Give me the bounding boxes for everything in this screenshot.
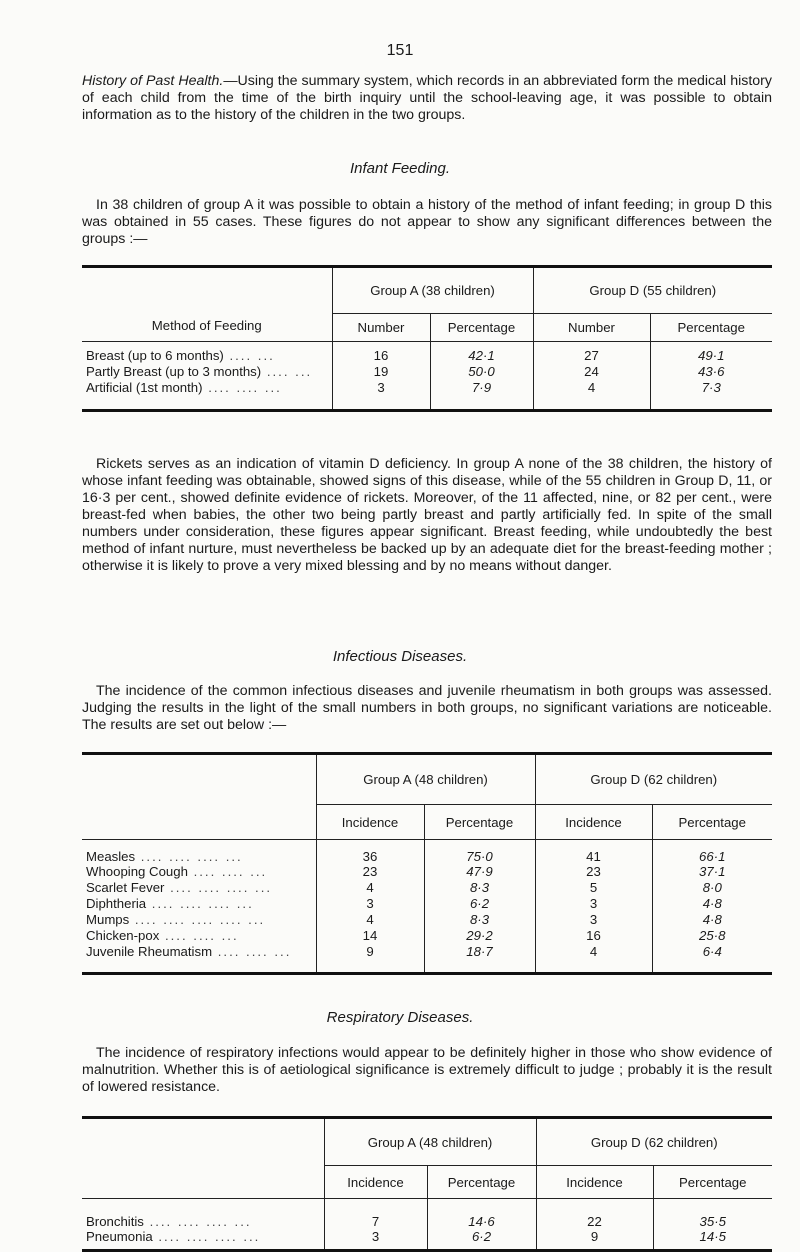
cell-value: 35·5 (653, 1199, 772, 1229)
cell-value: 4·8 (652, 896, 772, 912)
infectious-diseases-rows (82, 840, 772, 974)
cell-value: 23 (316, 864, 424, 880)
cell-value: 7 (324, 1199, 427, 1229)
respiratory-diseases-paragraph: The incidence of respiratory infections would appear to be definitely higher in those who show evidence of malnutrition. Whether this is of aetiological significance is extremely difficult to judge ; probably it is the result of lowered resistance. (82, 1045, 772, 1095)
cell-value: 7·3 (650, 380, 772, 410)
respiratory-diseases-rows (82, 1199, 772, 1251)
cell-value: 16 (332, 342, 430, 364)
cell-value: 66·1 (652, 840, 772, 864)
table-row: Diphtheria .... .... .... ... 3 6·2 3 4·8 (82, 896, 772, 912)
col-percentage: Percentage (427, 1166, 536, 1199)
disease-header-blank (82, 754, 316, 840)
table-row: Pneumonia .... .... .... ... 3 6·2 9 14·5 (82, 1229, 772, 1251)
intro-paragraph (82, 73, 772, 124)
cell-value: 75·0 (424, 840, 535, 864)
row-label: Artificial (1st month) (86, 380, 203, 395)
infectious-diseases-heading: Infectious Diseases. (332, 648, 468, 665)
group-d-header: Group D (62 children) (535, 754, 772, 805)
row-label: Mumps (86, 912, 130, 927)
cell-value: 4 (316, 880, 424, 896)
cell-value: 47·9 (424, 864, 535, 880)
cell-value: 36 (316, 840, 424, 864)
table-row: Bronchitis .... .... .... ... 7 14·6 22 35·5 (82, 1199, 772, 1229)
page-number: 151 (386, 42, 414, 59)
disease-header-blank (82, 1118, 324, 1199)
col-number: Number (332, 314, 430, 342)
cell-value: 3 (535, 896, 652, 912)
cell-value: 4 (533, 380, 650, 410)
cell-value: 27 (533, 342, 650, 364)
cell-value: 9 (536, 1229, 653, 1251)
cell-value: 3 (324, 1229, 427, 1251)
table-row: Whooping Cough .... .... ... 23 47·9 23 37·1 (82, 864, 772, 880)
cell-value: 43·6 (650, 363, 772, 380)
cell-value: 14·5 (653, 1229, 772, 1251)
table-row: Artificial (1st month) .... .... ... 3 7·9 4 7·3 (82, 380, 772, 410)
group-a-header: Group A (48 children) (324, 1118, 536, 1166)
table-row: Measles .... .... .... ... 36 75·0 41 66·1 (82, 840, 772, 864)
cell-value: 42·1 (430, 342, 533, 364)
row-label: Juvenile Rheumatism (86, 943, 213, 959)
table-row: Mumps .... .... .... .... ... 4 8·3 3 4·8 (82, 912, 772, 928)
cell-value: 6·2 (424, 896, 535, 912)
cell-value: 6·2 (427, 1229, 536, 1251)
col-percentage: Percentage (650, 314, 772, 342)
col-percentage: Percentage (653, 1166, 772, 1199)
infant-feeding-paragraph: In 38 children of group A it was possible to obtain a history of the method of infant feeding; in group D this was obtained in 55 cases. These figures do not appear to show any significant differences between the groups :— (82, 197, 772, 247)
table-row: Chicken-pox .... .... ... 14 29·2 16 25·8 (82, 928, 772, 944)
col-percentage: Percentage (652, 805, 772, 840)
cell-value: 41 (535, 840, 652, 864)
respiratory-diseases-heading: Respiratory Diseases. (326, 1009, 474, 1026)
row-label: Diphtheria (86, 896, 147, 911)
cell-value: 8·3 (424, 880, 535, 896)
infant-feeding-heading: Infant Feeding. (349, 160, 451, 177)
col-percentage: Percentage (430, 314, 533, 342)
cell-value: 9 (316, 944, 424, 974)
row-label: Scarlet Fever (86, 880, 165, 895)
cell-value: 50·0 (430, 363, 533, 380)
group-a-header: Group A (48 children) (316, 754, 535, 805)
cell-value: 3 (316, 896, 424, 912)
infant-feeding-rows (82, 342, 772, 411)
cell-value: 8·0 (652, 880, 772, 896)
cell-value: 4 (535, 944, 652, 974)
row-label: Breast (up to 6 months) (86, 348, 224, 363)
cell-value: 23 (535, 864, 652, 880)
table-row: Scarlet Fever .... .... .... ... 4 8·3 5 8·0 (82, 880, 772, 896)
rickets-paragraph: Rickets serves as an indication of vitamin D deficiency. In group A none of the 38 children, the history of whose infant feeding was obtainable, showed signs of this disease, while of the 55 children in Group D, 11, or 16·3 per cent., showed definite evidence of rickets. Moreover, of the 11 affected, nine, or 82 per cent., were breast-fed when babies, the other two being partly breast and partly artificially fed. In spite of the small numbers under consideration, these figures appear significant. Breast feeding, while undoubtedly the best method of infant nurture, must nevertheless be backed up by an adequate diet for the breast-feeding mother ; otherwise it is likely to prove a very mixed blessing and by no means without danger. (82, 456, 772, 574)
row-label: Partly Breast (up to 3 months) (86, 364, 262, 379)
row-label: Chicken-pox (86, 928, 160, 943)
cell-value: 18·7 (424, 944, 535, 974)
cell-value: 29·2 (424, 928, 535, 944)
cell-value: 4·8 (652, 912, 772, 928)
group-d-header: Group D (62 children) (536, 1118, 772, 1166)
group-a-header: Group A (38 children) (332, 267, 533, 314)
cell-value: 5 (535, 880, 652, 896)
col-incidence: Incidence (535, 805, 652, 840)
col-number: Number (533, 314, 650, 342)
col-incidence: Incidence (316, 805, 424, 840)
cell-value: 7·9 (430, 380, 533, 410)
infectious-diseases-paragraph: The incidence of the common infectious diseases and juvenile rheumatism in both groups was assessed. Judging the results in the light of the small numbers in both groups, no significant variations are noticeable. The results are set out below :— (82, 683, 772, 733)
group-d-header: Group D (55 children) (533, 267, 772, 314)
cell-value: 14·6 (427, 1199, 536, 1229)
cell-value: 19 (332, 363, 430, 380)
table-row: Breast (up to 6 months) .... ... 16 42·1 27 49·1 (82, 342, 772, 364)
cell-value: 3 (535, 912, 652, 928)
cell-value: 49·1 (650, 342, 772, 364)
cell-value: 14 (316, 928, 424, 944)
table-row: Partly Breast (up to 3 months) .... ... 19 50·0 24 43·6 (82, 363, 772, 380)
cell-value: 4 (316, 912, 424, 928)
cell-value: 25·8 (652, 928, 772, 944)
infectious-diseases-table (82, 752, 772, 975)
intro-text: —Using the summary system, which records in an abbreviated form the medical history of each child from the time of the birth inquiry until the school-leaving age, it was possible to obtain information as to the history of the children in the two groups. (82, 73, 772, 123)
col-incidence: Incidence (536, 1166, 653, 1199)
row-label: Whooping Cough (86, 864, 188, 879)
row-label: Pneumonia (86, 1228, 153, 1244)
cell-value: 16 (535, 928, 652, 944)
row-label: Measles (86, 848, 136, 864)
cell-value: 37·1 (652, 864, 772, 880)
cell-value: 22 (536, 1199, 653, 1229)
cell-value: 8·3 (424, 912, 535, 928)
method-of-feeding-header: Method of Feeding (82, 267, 332, 342)
intro-title: History of Past Health. (82, 73, 224, 89)
cell-value: 24 (533, 363, 650, 380)
infant-feeding-table (82, 265, 772, 412)
cell-value: 3 (332, 380, 430, 410)
col-percentage: Percentage (424, 805, 535, 840)
row-label: Bronchitis (86, 1213, 144, 1229)
table-row: Juvenile Rheumatism .... .... ... 9 18·7 4 6·4 (82, 944, 772, 974)
col-incidence: Incidence (324, 1166, 427, 1199)
respiratory-diseases-table (82, 1116, 772, 1252)
cell-value: 6·4 (652, 944, 772, 974)
